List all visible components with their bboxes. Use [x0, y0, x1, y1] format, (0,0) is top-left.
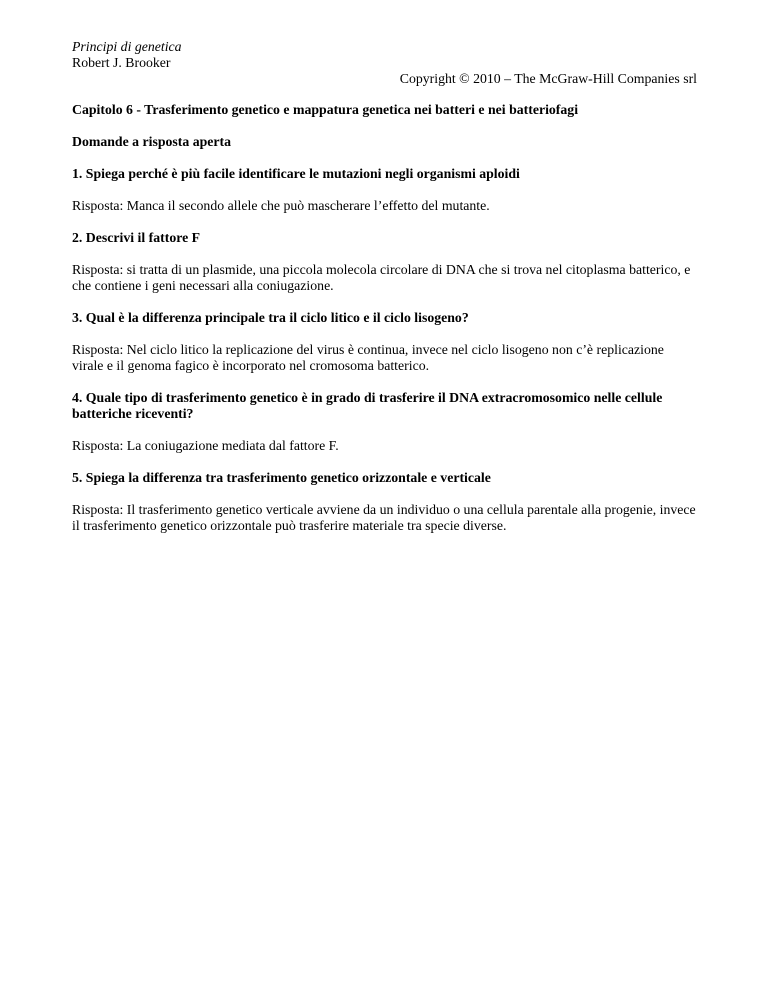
question-5: 5. Spiega la differenza tra trasferimento genetico orizzontale e verticale [72, 470, 491, 485]
answer-5: Risposta: Il trasferimento genetico verticale avviene da un individuo o una cellula parentale alla progenie, invece il trasferimento genetico orizzontale può trasferire materiale tra specie diverse. [72, 502, 696, 533]
answer-2: Risposta: si tratta di un plasmide, una piccola molecola circolare di DNA che si trova nel citoplasma batterico, e che contiene i geni necessari alla coniugazione. [72, 262, 691, 293]
book-author: Robert J. Brooker [72, 55, 171, 70]
copyright-line: Copyright © 2010 – The McGraw-Hill Companies srl [399, 71, 697, 86]
question-2: 2. Descrivi il fattore F [72, 230, 201, 245]
book-title: Principi di genetica [72, 39, 182, 54]
answer-4: Risposta: La coniugazione mediata dal fattore F. [72, 438, 339, 453]
chapter-title: Capitolo 6 - Trasferimento genetico e mappatura genetica nei batteri e nei batteriofagi [72, 102, 579, 117]
answer-3: Risposta: Nel ciclo litico la replicazione del virus è continua, invece nel ciclo lisogeno non c’è replicazione virale e il genoma fagico è incorporato nel cromosoma batterico. [72, 342, 664, 373]
question-1: 1. Spiega perché è più facile identificare le mutazioni negli organismi aploidi [72, 166, 520, 181]
question-3: 3. Qual è la differenza principale tra il ciclo litico e il ciclo lisogeno? [72, 310, 469, 325]
question-4: 4. Quale tipo di trasferimento genetico è in grado di trasferire il DNA extracromosomico nelle cellule batteriche riceventi? [72, 390, 663, 421]
answer-1: Risposta: Manca il secondo allele che può mascherare l’effetto del mutante. [72, 198, 490, 213]
document-header [72, 39, 697, 87]
section-title: Domande a risposta aperta [72, 134, 232, 149]
